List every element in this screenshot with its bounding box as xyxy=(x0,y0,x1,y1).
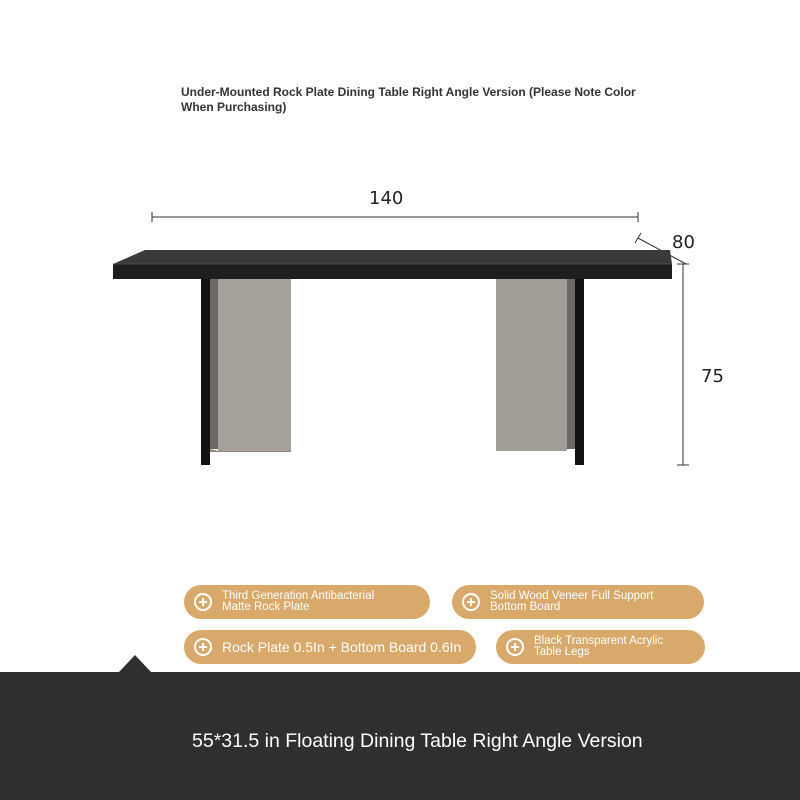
feature-line: Solid Wood Veneer Full Support xyxy=(490,590,654,602)
plus-icon xyxy=(506,638,524,656)
feature-line: Table Legs xyxy=(534,646,590,658)
footer-caption: 55*31.5 in Floating Dining Table Right Angle Version xyxy=(192,730,643,752)
left-leg xyxy=(201,279,291,465)
feature-line: Rock Plate 0.5In + Bottom Board 0.6In xyxy=(222,639,462,655)
product-title: Under-Mounted Rock Plate Dining Table Right Angle Version (Please Note Color When Purchasing) xyxy=(181,85,636,114)
plus-icon xyxy=(194,593,212,611)
feature-line: Third Generation Antibacterial xyxy=(222,590,375,602)
width-label: 140 xyxy=(369,188,404,209)
feature-line: Matte Rock Plate xyxy=(222,601,310,613)
right-leg xyxy=(496,279,584,465)
footer-notch xyxy=(119,655,151,672)
feature-badge-bottom-board xyxy=(452,585,704,619)
feature-badge-legs xyxy=(496,630,705,664)
feature-badge-rock-plate xyxy=(184,585,430,619)
width-dimension-line xyxy=(152,212,638,222)
height-label: 75 xyxy=(701,366,724,387)
plus-icon xyxy=(194,638,212,656)
height-dimension-line xyxy=(677,264,689,465)
plus-icon xyxy=(462,593,480,611)
tabletop xyxy=(113,250,672,279)
feature-line: Bottom Board xyxy=(490,601,561,613)
depth-label: 80 xyxy=(672,232,695,253)
feature-badge-thickness xyxy=(184,630,476,664)
feature-line: Black Transparent Acrylic xyxy=(534,635,664,647)
